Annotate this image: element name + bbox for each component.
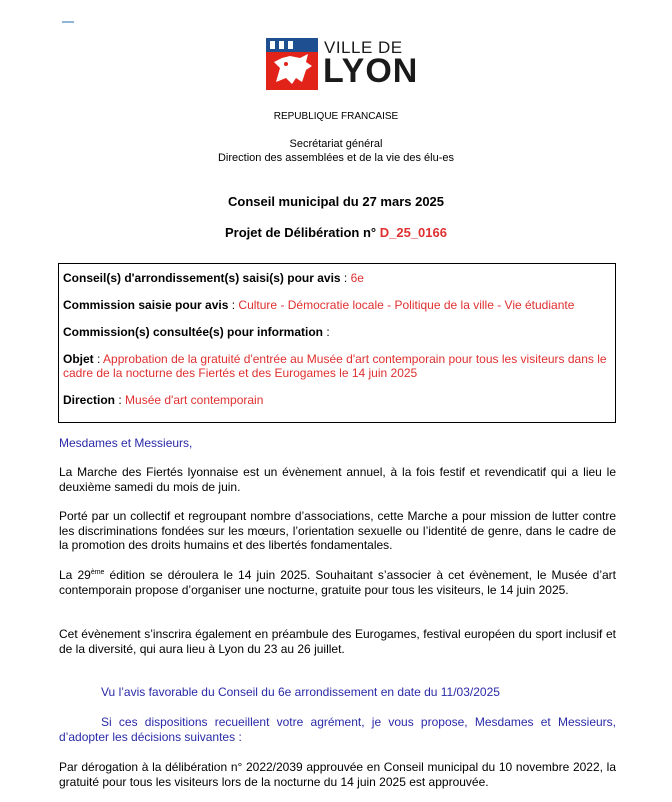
greeting: Mesdames et Messieurs, [59,436,193,450]
paragraph-3 [59,568,616,597]
paragraph-7: Par dérogation à la délibération n° 2022/2039 approuvée en Conseil municipal du 10 novembre 2022, la gratuité pour tous les visiteurs lors de la nocturne du 14 juin 2025 est approuvée. [59,760,616,789]
direction-field-value: Musée d'art contemporain [125,393,264,407]
logo-line1: VILLE DE [324,38,403,57]
paragraph-3-start: La 29 [59,568,91,582]
logo-line2: LYON [323,52,419,90]
paragraph-2: Porté par un collectif et regroupant nombre d’associations, cette Marche a pour mission de lutter contre les discriminations fondées sur les mœurs, l’orientation sexuelle ou l’identité de genre, dans le cadre de la promotion des droits humains et des libertés fondamentales. [59,509,616,552]
project-number: D_25_0166 [379,225,447,240]
council-title: Conseil municipal du 27 mars 2025 [227,194,445,209]
paragraph-3-end: édition se déroulera le 14 juin 2025. Souhaitant s’associer à cet évènement, le Musée d’art contemporain propose d’organiser une nocturne, gratuite pour tous les visiteurs, le 14 juin 2025. [59,568,617,597]
top-dash-mark [62,21,74,23]
object-label: Objet [63,352,94,366]
consulted-label: Commission(s) consultée(s) pour information [63,325,324,339]
project-title [0,225,672,240]
direction-label: Direction des assemblées et de la vie des élu-es [217,152,454,164]
direction-field-label: Direction [63,393,116,407]
commission-value: Culture - Démocratie locale - Politique de la ville - Vie étudiante [238,298,575,312]
arrondissement-value: 6e [350,271,364,285]
project-prefix: Projet de Délibération n° [225,225,377,240]
commission-label: Commission saisie pour avis [63,298,229,312]
paragraph-6: Si ces dispositions recueillent votre agrément, je vous propose, Mesdames et Messieurs, d’adopter les décisions suivantes : [59,715,616,744]
commission-row: Commission saisie pour avis : Culture - Démocratie locale - Politique de la ville - Vie étudiante [63,298,575,312]
object-value: Approbation de la gratuité d'entrée au Musée d'art contemporain pour tous les visiteurs dans le cadre de la nocturne des Fiertés et des Eurogames le 14 juin 2025 [63,352,607,380]
paragraph-5: Vu l’avis favorable du Conseil du 6e arrondissement en date du 11/03/2025 [101,685,500,699]
republic-label: REPUBLIQUE FRANCAISE [273,111,399,122]
paragraph-4: Cet évènement s’inscrira également en préambule des Eurogames, festival européen du sport inclusif et de la diversité, qui aura lieu à Lyon du 23 au 26 juillet. [59,627,616,656]
secretariat-label: Secrétariat général [289,138,383,150]
ville-de-lyon-logo [266,38,419,90]
paragraph-3-superscript: ème [90,569,105,576]
object-row: Objet : Approbation de la gratuité d'entrée au Musée d'art contemporain pour tous les visiteurs dans le cadre de la nocturne des Fiertés et des Eurogames le 14 juin 2025 [63,352,607,380]
deliberation-info-box [58,263,616,423]
direction-row: Direction : Musée d'art contemporain [63,393,264,407]
lion-emblem-icon [266,38,318,90]
paragraph-1: La Marche des Fiertés lyonnaise est un évènement annuel, à la fois festif et revendicatif qui a lieu le deuxième samedi du mois de juin. [59,465,616,494]
arrondissement-row: Conseil(s) d'arrondissement(s) saisi(s) pour avis : 6e [63,271,364,285]
arrondissement-label: Conseil(s) d'arrondissement(s) saisi(s) pour avis [63,271,341,285]
consulted-row: Commission(s) consultée(s) pour information : [63,325,330,339]
